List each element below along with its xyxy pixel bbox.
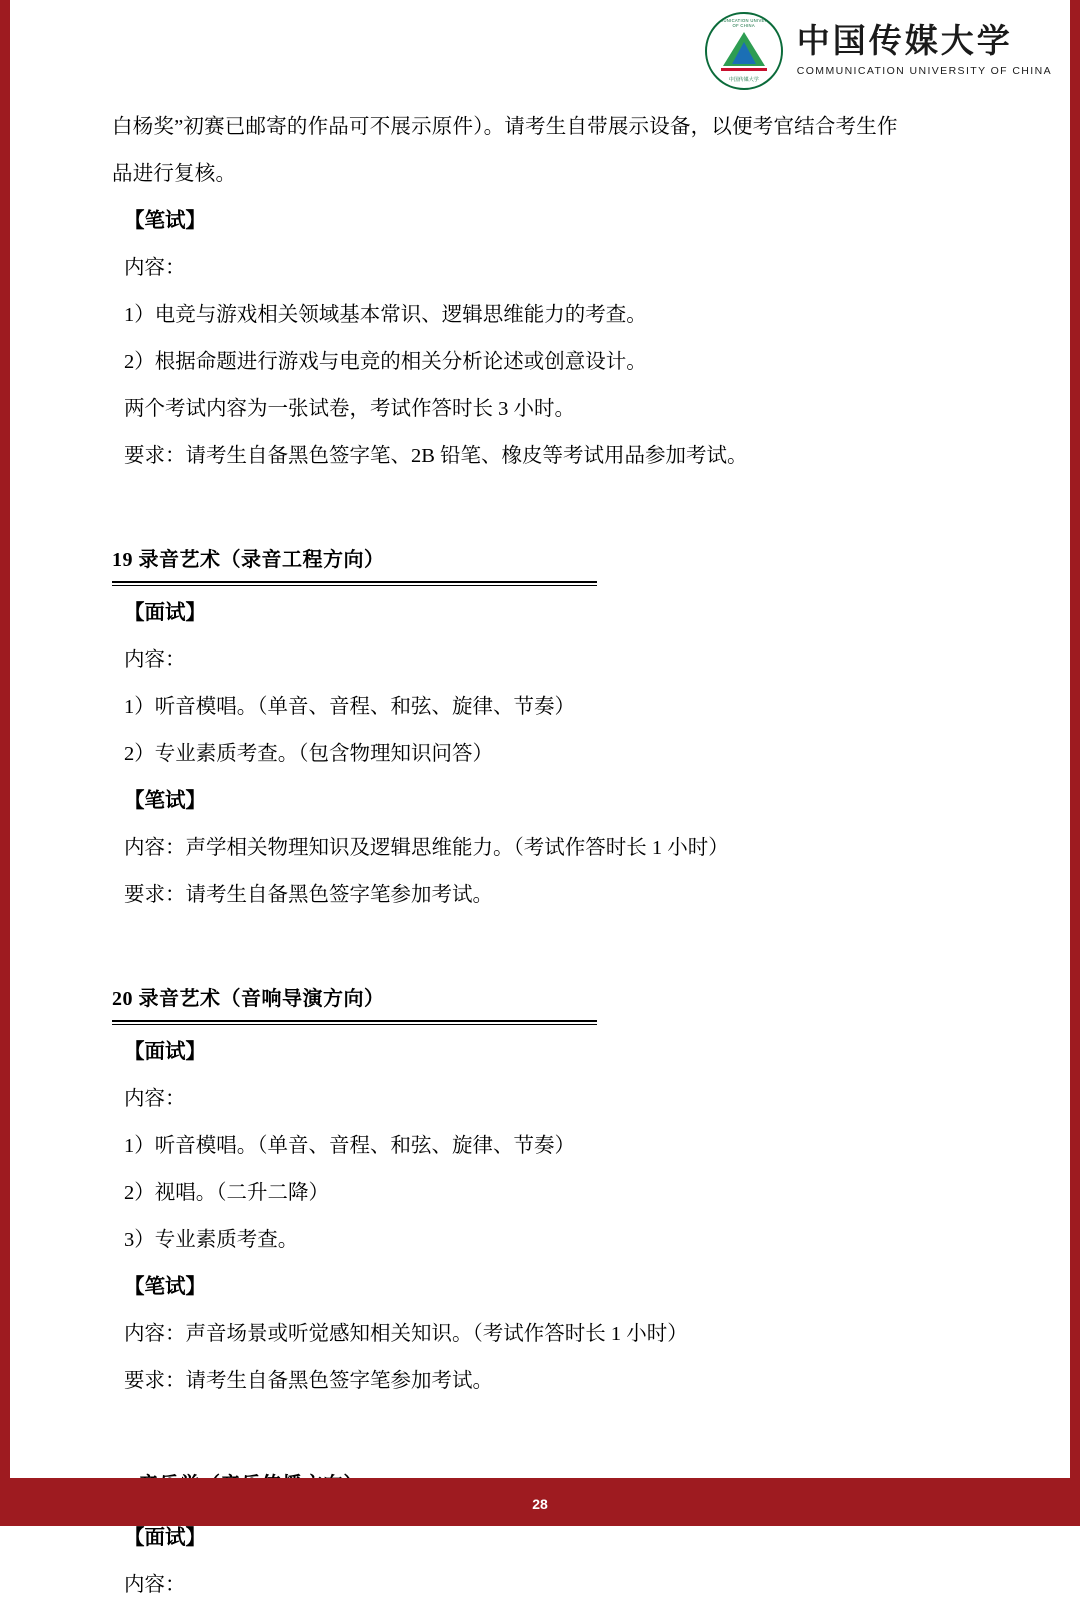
section-19-item-1: 1）听音模唱。（单音、音程、和弦、旋律、节奏） bbox=[124, 696, 575, 718]
section-20-written-content: 内容：声音场景或听觉感知相关知识。（考试作答时长 1 小时） bbox=[124, 1323, 688, 1345]
section-19-interview-label: 【面试】 bbox=[124, 602, 206, 624]
university-logo bbox=[705, 12, 1052, 90]
document-content bbox=[112, 104, 992, 1609]
top-paragraph-line-1: 白杨奖”初赛已邮寄的作品可不展示原件）。请考生自带展示设备，以便考官结合考生作 bbox=[112, 116, 898, 138]
section-19-rule bbox=[112, 581, 597, 586]
section-20-content-label: 内容： bbox=[124, 1088, 186, 1110]
university-emblem-icon bbox=[705, 12, 783, 90]
section-20-interview-label: 【面试】 bbox=[124, 1041, 206, 1063]
page-number: 28 bbox=[532, 1496, 548, 1512]
section-19-requirement: 要求：请考生自备黑色签字笔参加考试。 bbox=[124, 884, 493, 906]
section-20-rule bbox=[112, 1020, 597, 1025]
block1-item-1: 1）电竞与游戏相关领域基本常识、逻辑思维能力的考查。 bbox=[124, 304, 647, 326]
block1-requirement: 要求：请考生自备黑色签字笔、2B 铅笔、橡皮等考试用品参加考试。 bbox=[124, 445, 748, 467]
block1-item-2: 2）根据命题进行游戏与电竞的相关分析论述或创意设计。 bbox=[124, 351, 647, 373]
logo-wordmark bbox=[796, 23, 1052, 77]
right-red-rail bbox=[1070, 0, 1080, 1478]
emblem-triangle-inner bbox=[732, 42, 756, 64]
section-19-written-content: 内容：声学相关物理知识及逻辑思维能力。（考试作答时长 1 小时） bbox=[124, 837, 729, 859]
section-19-title: 19 录音艺术（录音工程方向） bbox=[112, 549, 385, 571]
block1-note: 两个考试内容为一张试卷，考试作答时长 3 小时。 bbox=[124, 398, 575, 420]
block1-written-label: 【笔试】 bbox=[124, 210, 206, 232]
left-red-rail bbox=[0, 0, 10, 1478]
logo-english-name: COMMUNICATION UNIVERSITY OF CHINA bbox=[796, 64, 1052, 77]
emblem-bar bbox=[721, 68, 767, 71]
section-20-title: 20 录音艺术（音响导演方向） bbox=[112, 988, 385, 1010]
logo-chinese-name: 中国传媒大学 bbox=[796, 23, 1013, 60]
section-20-item-1: 1）听音模唱。（单音、音程、和弦、旋律、节奏） bbox=[124, 1135, 575, 1157]
section-21-content-label: 内容： bbox=[124, 1574, 186, 1596]
spacer-2 bbox=[112, 919, 992, 945]
section-21-interview-label: 【面试】 bbox=[124, 1527, 206, 1549]
section-20-item-3: 3）专业素质考查。 bbox=[124, 1229, 299, 1251]
top-paragraph-line-2: 品进行复核。 bbox=[112, 163, 237, 185]
section-20-item-2: 2）视唱。（二升二降） bbox=[124, 1182, 329, 1204]
spacer-3 bbox=[112, 1405, 992, 1431]
section-19-written-label: 【笔试】 bbox=[124, 790, 206, 812]
section-19-item-2: 2）专业素质考查。（包含物理知识问答） bbox=[124, 743, 493, 765]
emblem-ring-top-text: COMMUNICATION UNIVERSITY OF CHINA bbox=[709, 18, 779, 28]
section-19-content-label: 内容： bbox=[124, 649, 186, 671]
spacer-1 bbox=[112, 480, 992, 506]
emblem-ring-bottom-text: 中国传媒大学 bbox=[728, 78, 759, 83]
section-20-written-label: 【笔试】 bbox=[124, 1276, 206, 1298]
section-20-requirement: 要求：请考生自备黑色签字笔参加考试。 bbox=[124, 1370, 493, 1392]
block1-content-label: 内容： bbox=[124, 257, 186, 279]
